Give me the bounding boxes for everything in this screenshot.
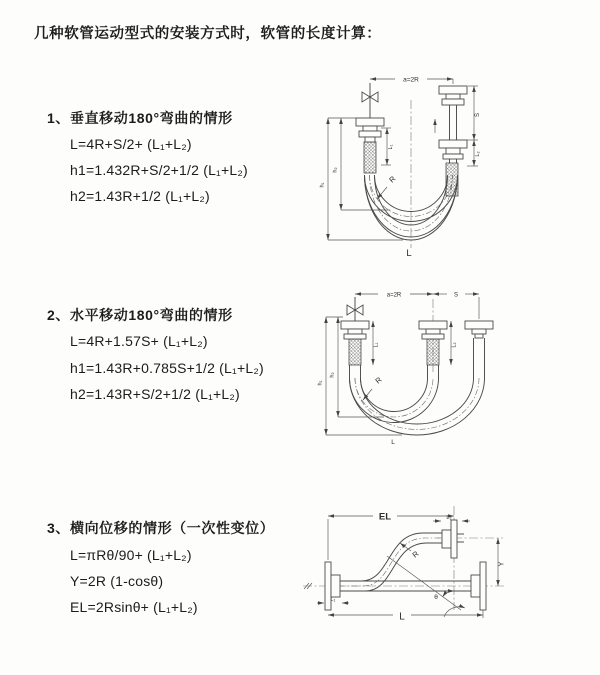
section-3-formula-1: L=πRθ/90+ (L₁+L₂) bbox=[70, 547, 192, 563]
radius-callout bbox=[400, 543, 421, 560]
dim-label-theta: θ bbox=[434, 594, 438, 601]
document-title: 几种软管运动型式的安装方式时，软管的长度计算： bbox=[34, 26, 382, 42]
dimension-s bbox=[433, 293, 479, 320]
section-3-formula-3: EL=2Rsinθ+ (L₁+L₂) bbox=[70, 599, 198, 615]
section-1-formula-1: L=4R+S/2+ (L₁+L₂) bbox=[70, 136, 192, 152]
dim-label-l2: L₂ bbox=[451, 342, 458, 348]
diagram-1-vertical-180-bend bbox=[315, 70, 495, 265]
left-fitting bbox=[341, 297, 369, 339]
section-3-formula-2: Y=2R (1-cosθ) bbox=[70, 573, 164, 589]
right-fitting bbox=[465, 321, 493, 338]
right-flange bbox=[471, 562, 486, 610]
dim-label-a2r: a=2R bbox=[386, 292, 402, 299]
dim-label-y: Y bbox=[498, 561, 506, 567]
dimension-l2 bbox=[467, 140, 481, 166]
section-2-formula-3: h2=1.43R+S/2+1/2 (L₁+L₂) bbox=[70, 386, 240, 402]
left-fitting bbox=[356, 83, 384, 142]
braided-hose-sections bbox=[349, 339, 439, 365]
dim-label-h2: h₂ bbox=[329, 372, 336, 378]
dimension-l1 bbox=[373, 321, 380, 365]
dim-label-l1: L₁ bbox=[388, 144, 394, 150]
diagram-2-horizontal-180-bend bbox=[314, 283, 499, 455]
dimension-l-total bbox=[328, 610, 483, 623]
dimension-a2r bbox=[370, 77, 453, 85]
dim-label-r: R bbox=[373, 375, 384, 386]
dim-label-h2: h₂ bbox=[332, 167, 339, 173]
radius-callout bbox=[377, 174, 398, 199]
section-3-heading: 3、横向位移的情形（一次性变位） bbox=[47, 520, 275, 536]
dimension-l1 bbox=[381, 128, 394, 165]
section-2-heading: 2、水平移动180°弯曲的情形 bbox=[47, 307, 233, 323]
dimension-l2 bbox=[451, 321, 458, 365]
hose-u-bends bbox=[350, 338, 485, 435]
right-fitting-upper-position bbox=[439, 86, 467, 140]
dim-label-el: EL bbox=[378, 511, 392, 523]
section-2-formula-1: L=4R+1.57S+ (L₁+L₂) bbox=[70, 333, 208, 349]
dim-label-l: L bbox=[399, 611, 405, 623]
section-1-heading: 1、垂直移动180°弯曲的情形 bbox=[47, 110, 233, 126]
dimension-s bbox=[467, 86, 481, 140]
dim-label-l2: L₂ bbox=[475, 151, 481, 157]
dim-label-l1: L₁ bbox=[373, 342, 380, 348]
dim-label-l2: L₂ bbox=[446, 515, 452, 521]
section-2-formula-2: h1=1.43R+0.785S+1/2 (L₁+L₂) bbox=[70, 360, 264, 376]
diagram-3-lateral-displacement bbox=[295, 498, 510, 643]
dim-label-a2r: a=2R bbox=[403, 76, 419, 84]
radius-callout bbox=[363, 375, 384, 400]
dim-label-l-total: L bbox=[406, 248, 412, 259]
dim-label-l-total: L bbox=[391, 439, 395, 446]
section-1-formula-2: h1=1.432R+S/2+1/2 (L₁+L₂) bbox=[70, 162, 248, 178]
dimension-a2r bbox=[355, 293, 433, 299]
dim-label-r: R bbox=[410, 549, 421, 560]
dim-label-r: R bbox=[387, 174, 398, 185]
dimension-el bbox=[328, 512, 454, 561]
dim-label-s: S bbox=[453, 292, 459, 299]
section-1-formula-3: h2=1.43R+1/2 (L₁+L₂) bbox=[70, 188, 210, 204]
s-curve-hose-displaced bbox=[340, 533, 442, 591]
upper-flange bbox=[442, 520, 464, 558]
dim-label-h1: h₁ bbox=[319, 182, 326, 188]
dim-label-l1: L₁ bbox=[330, 597, 336, 603]
angle-construction bbox=[387, 556, 465, 617]
dim-label-s: S bbox=[475, 112, 481, 118]
dimension-l1 bbox=[317, 597, 349, 603]
dimension-y bbox=[498, 538, 506, 586]
dim-label-h1: h₁ bbox=[317, 380, 324, 386]
right-fitting-lower-position bbox=[435, 119, 467, 163]
